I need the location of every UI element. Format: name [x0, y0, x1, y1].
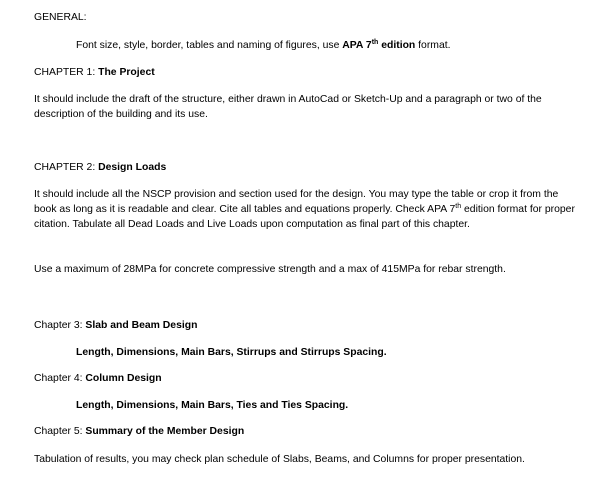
chapter3-title: Slab and Beam Design — [85, 320, 198, 331]
chapter1-title: The Project — [98, 67, 155, 78]
chapter4-detail: Length, Dimensions, Main Bars, Ties and Ties Spacing. — [76, 400, 349, 411]
chapter2-body-sup: th — [455, 203, 462, 210]
chapter4-label: Chapter 4: — [34, 373, 86, 384]
chapter5-heading — [34, 424, 244, 439]
chapter3-heading — [34, 318, 197, 333]
chapter5-body: Tabulation of results, you may check plan schedule of Slabs, Beams, and Columns for proper presentation. — [34, 454, 525, 465]
chapter2-label: CHAPTER 2: — [34, 162, 99, 173]
chapter2-strength-note — [34, 262, 506, 277]
general-format-apa: APA 7 — [342, 40, 372, 51]
chapter2-body-part2: edition format for proper citation. Tabulate all Dead Loads and Live Loads upon computation as final part of this chapter. — [34, 204, 575, 230]
general-heading — [34, 10, 87, 25]
chapter3-detail: Length, Dimensions, Main Bars, Stirrups and Stirrups Spacing. — [76, 347, 387, 358]
general-format-edition: edition — [378, 40, 416, 51]
chapter4-title: Column Design — [85, 373, 162, 384]
chapter5-title: Summary of the Member Design — [85, 426, 245, 437]
chapter2-strength-text: Use a maximum of 28MPa for concrete compressive strength and a max of 415MPa for rebar strength. — [34, 264, 506, 275]
general-format-prefix: Font size, style, border, tables and naming of figures, use — [76, 40, 343, 51]
general-format-suffix: format. — [415, 40, 451, 51]
chapter2-heading — [34, 160, 166, 175]
chapter2-title: Design Loads — [98, 162, 167, 173]
chapter1-body: It should include the draft of the structure, either drawn in AutoCad or Sketch-Up and a paragraph or two of the description of the building and its use. — [34, 94, 542, 120]
chapter1-label: CHAPTER 1: — [34, 67, 99, 78]
general-format-sup: th — [371, 39, 379, 46]
chapter1-heading — [34, 65, 155, 80]
chapter3-label: Chapter 3: — [34, 320, 86, 331]
chapter2-body-part1: It should include all the NSCP provision and section used for the design. You may type the table or crop it from the book as long as it is readable and clear. Cite all tables and equations properly. Check APA 7 — [34, 189, 559, 215]
chapter4-heading — [34, 371, 162, 386]
general-format-line — [76, 38, 451, 53]
chapter5-label: Chapter 5: — [34, 426, 86, 437]
general-heading-text: GENERAL: — [34, 12, 87, 23]
chapter2-body — [34, 187, 579, 232]
